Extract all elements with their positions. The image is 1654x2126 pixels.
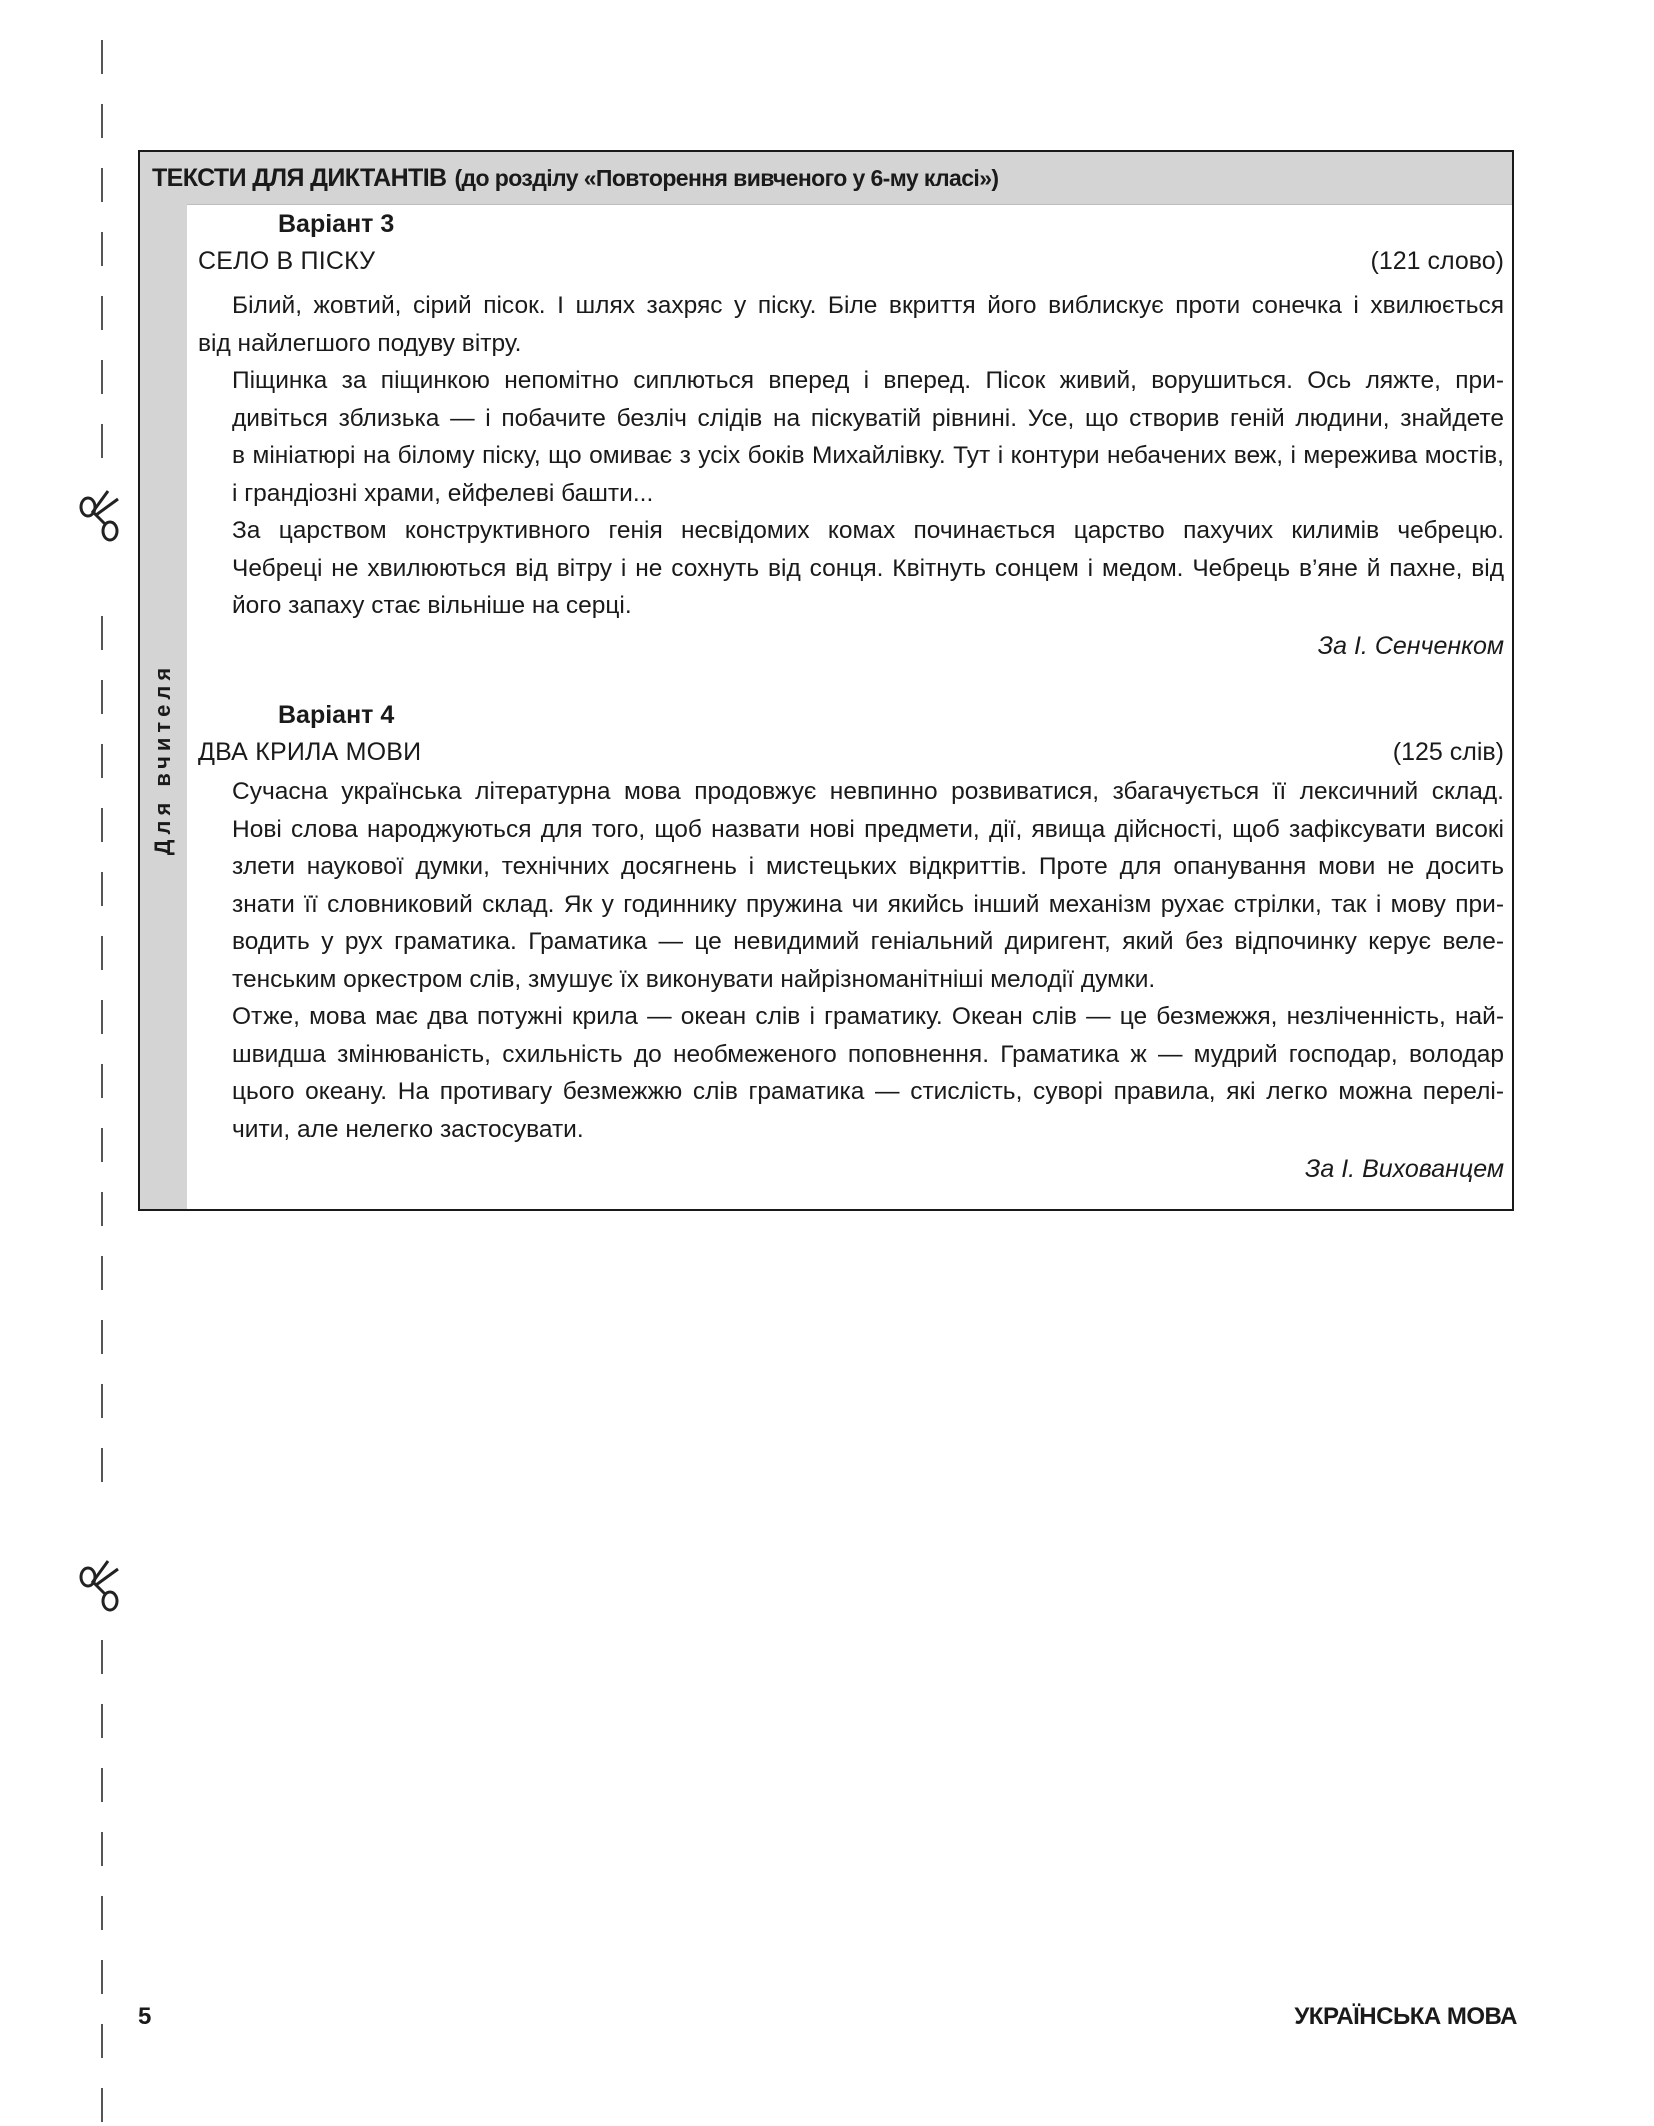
cut-dash xyxy=(101,2088,103,2122)
word-count: (121 слово) xyxy=(1370,247,1504,275)
cut-dash xyxy=(101,360,103,394)
cut-dash xyxy=(101,232,103,266)
word-count: (125 слів) xyxy=(1392,738,1504,766)
cut-dash xyxy=(101,680,103,714)
cut-dash xyxy=(101,1192,103,1226)
cut-dash xyxy=(101,1000,103,1034)
variant-label: Варіант 4 xyxy=(278,701,395,729)
cut-dash xyxy=(101,1704,103,1738)
dictation-box xyxy=(138,150,1514,1211)
header-subtitle: (до розділу «Повторення вивченого у 6-му класі») xyxy=(454,164,999,191)
cut-dash xyxy=(101,1896,103,1930)
paragraph-line: його запаху стає вільніше на серці. xyxy=(232,592,632,619)
paragraph-line: від найлегшого подуву вітру. xyxy=(198,329,522,357)
page-number: 5 xyxy=(138,2003,152,2030)
text-title: ДВА КРИЛА МОВИ xyxy=(198,738,422,766)
cut-dash xyxy=(101,616,103,650)
cut-dash xyxy=(101,1768,103,1802)
author: За І. Сенченком xyxy=(1317,631,1504,660)
scissors-icon xyxy=(78,485,124,547)
paragraph-line: чити, але нелегко застосувати. xyxy=(232,1115,584,1143)
cut-dash xyxy=(101,936,103,970)
cut-dash xyxy=(101,1128,103,1162)
paragraph-line: Нові слова народжуються для того, щоб назвати нові предмети, дії, явища дійсності, щоб зафіксувати високі xyxy=(232,815,1504,843)
scissors-icon xyxy=(78,1555,124,1617)
cut-dash xyxy=(101,1064,103,1098)
section-variant-3 xyxy=(198,206,1504,665)
paragraph xyxy=(198,362,1504,512)
paragraph-line: знати її словниковий склад. Як у годиннику пружина чи якийсь інший механізм рухає стрілки, так і мову при- xyxy=(232,890,1504,918)
paragraph-line: тенським оркестром слів, змушує їх виконувати найрізноманітніші мелодії думки. xyxy=(232,965,1156,993)
paragraph xyxy=(198,773,1504,998)
cut-dash xyxy=(101,1832,103,1866)
cut-dash xyxy=(101,808,103,842)
paragraph-line: дивіться зблизька — і побачите безліч слідів на піскуватій рівнині. Усе, що створив геній людини, знайдете xyxy=(232,404,1504,432)
cut-dash xyxy=(101,1384,103,1418)
paragraph-line: водить у рух граматика. Граматика — це невидимий геніальний диригент, який без відпочинку керує веле- xyxy=(232,928,1504,955)
paragraph-line: Сучасна українська літературна мова продовжує невпинно розвиватися, збагачується її лексичний склад. xyxy=(232,778,1504,805)
cut-dash xyxy=(101,1640,103,1674)
cut-dash xyxy=(101,1960,103,1994)
paragraph-line: швидша змінюваність, схильність до необмеженого поповнення. Граматика ж — мудрий господар, володар xyxy=(232,1040,1504,1068)
content xyxy=(198,204,1504,1209)
section-variant-4 xyxy=(198,697,1504,1188)
paragraph-line: Чебреці не хвилюються від вітру і не сохнуть від сонця. Квітнуть сонцем і медом. Чебрець в’яне й пахне, від xyxy=(232,554,1504,582)
title-row xyxy=(198,242,1504,280)
paragraph-line: Отже, мова має два потужні крила — океан слів і граматику. Океан слів — це безмежжя, незліченність, най- xyxy=(232,1003,1504,1030)
variant-label: Варіант 3 xyxy=(278,210,395,238)
paragraph-line: в мініатюрі на білому піску, що омиває з усіх боків Михайлівку. Тут і контури небачених веж, і мережива мостів, xyxy=(232,442,1504,469)
header-title: ТЕКСТИ ДЛЯ ДИКТАНТІВ xyxy=(152,163,447,192)
paragraph-line: Піщинка за піщинкою непомітно сиплються вперед і вперед. Пісок живий, ворушиться. Ось ляжте, при- xyxy=(232,367,1504,394)
cut-dash xyxy=(101,744,103,778)
side-bar xyxy=(140,204,187,1209)
cut-dash xyxy=(101,104,103,138)
author: За І. Вихованцем xyxy=(1305,1155,1504,1183)
cut-dash xyxy=(101,424,103,458)
cut-dash xyxy=(101,1320,103,1354)
cut-dash xyxy=(101,872,103,906)
cut-dash xyxy=(101,1256,103,1290)
cut-dash xyxy=(101,2024,103,2058)
paragraph xyxy=(198,512,1504,625)
cut-dash xyxy=(101,40,103,74)
cut-dash xyxy=(101,296,103,330)
cut-dash xyxy=(101,168,103,202)
paragraph-line: За царством конструктивного генія несвідомих комах починається царство пахучих килимів чебрецю. xyxy=(232,517,1504,544)
title-row xyxy=(198,733,1504,771)
text-title: СЕЛО В ПІСКУ xyxy=(198,247,376,275)
paragraph-line: цього океану. На противагу безмежжю слів граматика — стислість, суворі правила, які легко можна перелі- xyxy=(232,1078,1504,1105)
box-header xyxy=(140,152,1512,205)
footer-subject: УКРАЇНСЬКА МОВА xyxy=(1294,2003,1517,2030)
cut-dash xyxy=(101,1448,103,1482)
paragraph xyxy=(198,998,1504,1148)
paragraph-line: Білий, жовтий, сірий пісок. І шлях захряс у піску. Біле вкриття його виблискує проти сонечка і хвилюється xyxy=(232,292,1504,319)
paragraph xyxy=(198,287,1504,362)
side-label: Для вчителя xyxy=(150,662,175,856)
paragraph-line: злети наукової думки, технічних досягнень і мистецьких відкриттів. Проте для опанування мови не досить xyxy=(232,853,1504,880)
paragraph-line: і грандіозні храми, ейфелеві башти... xyxy=(232,479,654,507)
